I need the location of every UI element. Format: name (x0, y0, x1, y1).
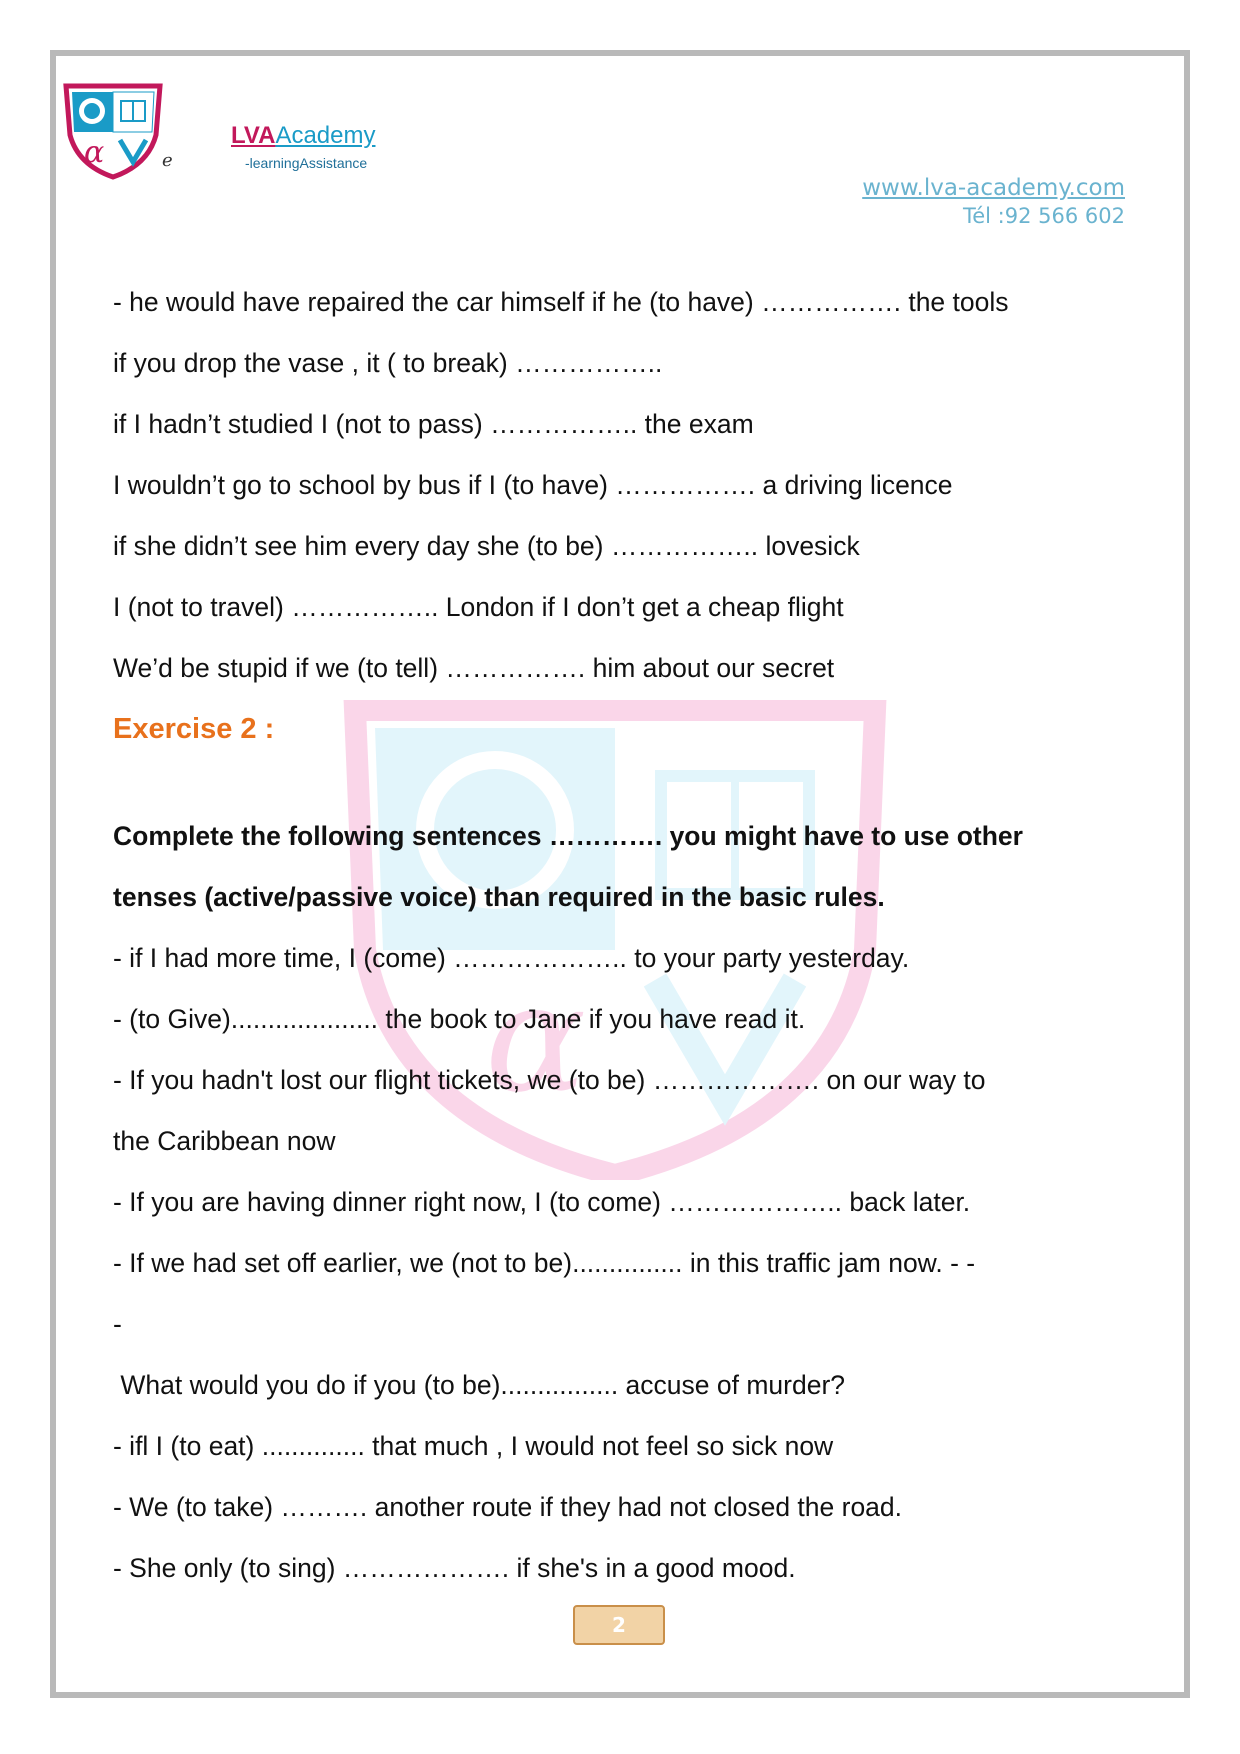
instruction-line: Complete the following sentences …………. you might have to use other (113, 821, 1023, 851)
website-link[interactable]: www.lva-academy.com (862, 175, 1125, 201)
brand-name[interactable] (231, 122, 375, 150)
exercise-2-sentence: - If we had set off earlier, we (not to be)............... in this traffic jam now. - - (113, 1248, 976, 1278)
exercise-2-sentence: - (to Give).................... the book to Jane if you have read it. (113, 1004, 806, 1034)
spacer (113, 760, 1133, 806)
exercise-2-heading: Exercise 2 : (113, 713, 275, 745)
logo-letter: e (162, 150, 173, 171)
exercise-1-sentence: I wouldn’t go to school by bus if I (to have) ……………. a driving licence (113, 470, 953, 500)
exercise-2-sentence: - If you are having dinner right now, I (to come) ……………….. back later. (113, 1187, 971, 1217)
exercise-2-sentence: - (113, 1309, 122, 1339)
exercise-2-sentence: - ifl I (to eat) .............. that much , I would not feel so sick now (113, 1431, 834, 1461)
contact-info (862, 174, 1125, 230)
exercise-1-sentence: if she didn’t see him every day she (to be) …………….. lovesick (113, 531, 860, 561)
brand-tagline: -learningAssistance (245, 155, 368, 171)
exercise-1-sentence: if I hadn’t studied I (not to pass) …………….. the exam (113, 409, 754, 439)
svg-text:α: α (485, 952, 587, 1126)
worksheet-content (113, 272, 1133, 1599)
exercise-2-sentence: - She only (to sing) ………………. if she's in a good mood. (113, 1553, 796, 1583)
exercise-1-sentence: I (not to travel) …………….. London if I don’t get a cheap flight (113, 592, 844, 622)
phone-number: Tél :92 566 602 (962, 204, 1125, 228)
exercise-2-sentence: the Caribbean now (113, 1126, 336, 1156)
lva-shield-logo-icon (58, 80, 168, 180)
exercise-2-sentence: What would you do if you (to be)................ accuse of murder? (113, 1370, 846, 1400)
svg-text:α: α (84, 135, 105, 170)
exercise-1-sentence: - he would have repaired the car himself if he (to have) ……………. the tools (113, 287, 1009, 317)
exercise-1-sentence: We’d be stupid if we (to tell) ……………. him about our secret (113, 653, 835, 683)
brand-academy: Academy (275, 122, 376, 149)
page-number-badge: 2 (573, 1605, 665, 1645)
exercise-1-sentence: if you drop the vase , it ( to break) …………….. (113, 348, 663, 378)
exercise-2-sentence: - If you hadn't lost our flight tickets, we (to be) ………………. on our way to (113, 1065, 986, 1095)
exercise-2-sentences (113, 928, 1133, 1599)
exercise-2-instructions (113, 806, 1133, 928)
exercise-2-sentence: - if I had more time, I (come) ……………….. to your party yesterday. (113, 943, 910, 973)
brand-lva: LVA (231, 122, 276, 149)
exercise-2-sentence: - We (to take) ………. another route if they had not closed the road. (113, 1492, 903, 1522)
instruction-line: tenses (active/passive voice) than required in the basic rules. (113, 882, 885, 912)
exercise-1-sentences (113, 272, 1133, 699)
